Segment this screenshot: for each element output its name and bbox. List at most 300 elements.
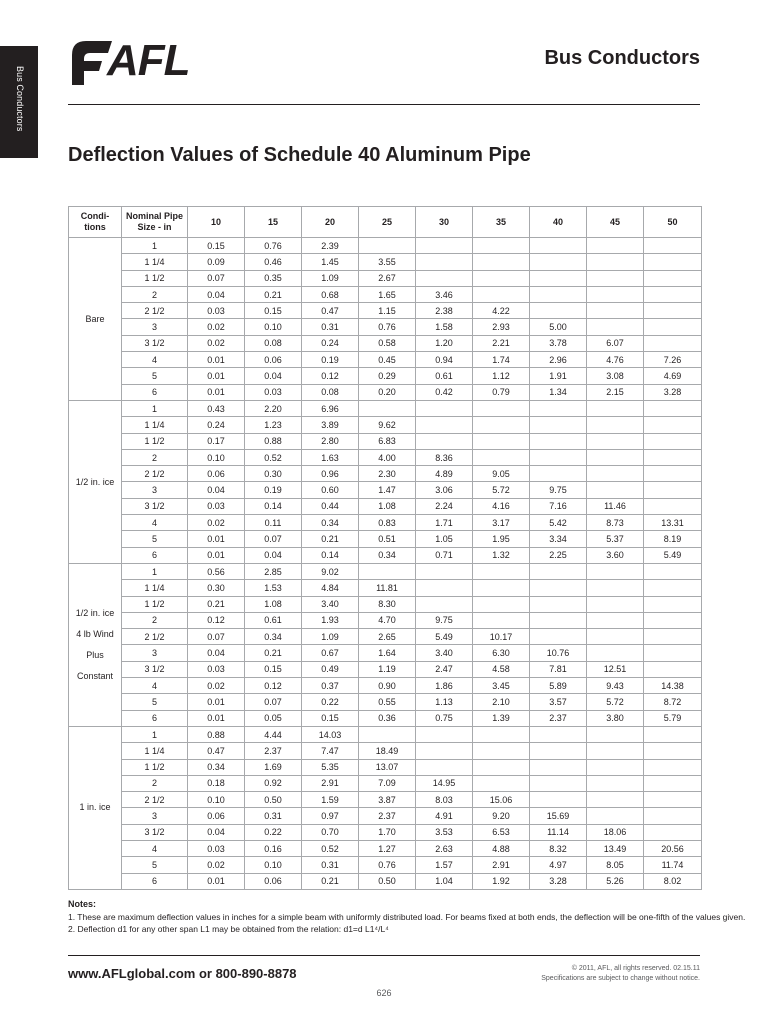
- table-row: [69, 710, 702, 726]
- deflection-cell: 0.10: [245, 319, 302, 335]
- deflection-cell: 0.03: [188, 661, 245, 677]
- deflection-cell: [644, 433, 702, 449]
- deflection-cell: [416, 400, 473, 416]
- deflection-cell: [473, 270, 530, 286]
- deflection-cell: 1.86: [416, 678, 473, 694]
- deflection-cell: 2.96: [530, 352, 587, 368]
- table-row: [69, 808, 702, 824]
- deflection-cell: [530, 466, 587, 482]
- deflection-cell: 0.12: [302, 368, 359, 384]
- notes-section: [68, 898, 745, 936]
- deflection-cell: 2.65: [359, 629, 416, 645]
- pipe-size-cell: 4: [122, 678, 188, 694]
- deflection-cell: [644, 563, 702, 579]
- deflection-cell: 5.26: [587, 873, 644, 889]
- deflection-cell: 14.38: [644, 678, 702, 694]
- deflection-cell: [530, 270, 587, 286]
- table-row: [69, 352, 702, 368]
- deflection-cell: 1.39: [473, 710, 530, 726]
- deflection-cell: 4.84: [302, 580, 359, 596]
- pipe-size-cell: 6: [122, 547, 188, 563]
- deflection-cell: 4.44: [245, 726, 302, 742]
- table-row: [69, 400, 702, 416]
- deflection-cell: [473, 759, 530, 775]
- deflection-cell: [587, 792, 644, 808]
- deflection-cell: [644, 629, 702, 645]
- deflection-cell: [416, 417, 473, 433]
- deflection-cell: [644, 482, 702, 498]
- deflection-cell: 0.10: [245, 857, 302, 873]
- deflection-cell: 0.45: [359, 352, 416, 368]
- deflection-cell: 4.88: [473, 840, 530, 856]
- deflection-cell: [587, 759, 644, 775]
- deflection-cell: 1.95: [473, 531, 530, 547]
- table-row: [69, 629, 702, 645]
- deflection-cell: 13.07: [359, 759, 416, 775]
- deflection-cell: 3.28: [644, 384, 702, 400]
- deflection-cell: 13.49: [587, 840, 644, 856]
- deflection-cell: [644, 808, 702, 824]
- deflection-cell: 0.42: [416, 384, 473, 400]
- pipe-size-cell: 4: [122, 352, 188, 368]
- condition-label: Plus: [86, 649, 104, 660]
- deflection-cell: 0.02: [188, 335, 245, 351]
- deflection-cell: 3.28: [530, 873, 587, 889]
- span-header: 50: [644, 207, 702, 238]
- condition-cell: [69, 563, 122, 726]
- deflection-cell: 0.02: [188, 319, 245, 335]
- table-row: [69, 873, 702, 889]
- deflection-cell: [473, 580, 530, 596]
- deflection-cell: 0.03: [188, 840, 245, 856]
- deflection-cell: [416, 743, 473, 759]
- deflection-cell: 1.63: [302, 449, 359, 465]
- pipe-size-cell: 5: [122, 531, 188, 547]
- copyright-text: © 2011, AFL, all rights reserved. 02.15.11: [571, 965, 700, 972]
- pipe-size-cell: 3: [122, 645, 188, 661]
- deflection-cell: [644, 775, 702, 791]
- deflection-cell: [530, 238, 587, 254]
- deflection-cell: 1.69: [245, 759, 302, 775]
- table-row: [69, 319, 702, 335]
- deflection-cell: [530, 417, 587, 433]
- deflection-cell: 0.11: [245, 515, 302, 531]
- condition-label: Constant: [76, 670, 114, 681]
- deflection-cell: 14.03: [302, 726, 359, 742]
- deflection-cell: 8.05: [587, 857, 644, 873]
- deflection-cell: 4.91: [416, 808, 473, 824]
- deflection-cell: [416, 759, 473, 775]
- deflection-cell: [530, 596, 587, 612]
- deflection-cell: 0.79: [473, 384, 530, 400]
- span-header: 15: [245, 207, 302, 238]
- deflection-cell: 0.51: [359, 531, 416, 547]
- deflection-cell: 2.24: [416, 498, 473, 514]
- condition-label: Bare: [85, 313, 105, 324]
- deflection-cell: 2.47: [416, 661, 473, 677]
- table-row: [69, 498, 702, 514]
- deflection-cell: [359, 726, 416, 742]
- deflection-cell: 1.09: [302, 270, 359, 286]
- table-row: [69, 645, 702, 661]
- deflection-cell: 0.29: [359, 368, 416, 384]
- table-row: [69, 303, 702, 319]
- table-row: [69, 840, 702, 856]
- deflection-cell: 11.14: [530, 824, 587, 840]
- deflection-cell: 1.20: [416, 335, 473, 351]
- deflection-cell: 1.34: [530, 384, 587, 400]
- table-row: [69, 335, 702, 351]
- deflection-cell: 0.03: [188, 498, 245, 514]
- table-row: [69, 596, 702, 612]
- span-header: 25: [359, 207, 416, 238]
- deflection-cell: [644, 270, 702, 286]
- page-number: 626: [376, 988, 392, 998]
- deflection-cell: [473, 596, 530, 612]
- deflection-cell: 3.06: [416, 482, 473, 498]
- deflection-cell: 8.30: [359, 596, 416, 612]
- table-row: [69, 563, 702, 579]
- deflection-cell: [644, 303, 702, 319]
- deflection-cell: 8.72: [644, 694, 702, 710]
- deflection-cell: 0.07: [188, 270, 245, 286]
- deflection-cell: 0.18: [188, 775, 245, 791]
- deflection-cell: 2.25: [530, 547, 587, 563]
- deflection-cell: 0.58: [359, 335, 416, 351]
- deflection-cell: 0.04: [188, 645, 245, 661]
- deflection-cell: 0.06: [245, 873, 302, 889]
- deflection-cell: 2.67: [359, 270, 416, 286]
- deflection-cell: 1.47: [359, 482, 416, 498]
- deflection-cell: [587, 645, 644, 661]
- span-header: 10: [188, 207, 245, 238]
- deflection-cell: 10.17: [473, 629, 530, 645]
- deflection-cell: 0.34: [359, 547, 416, 563]
- deflection-cell: 2.38: [416, 303, 473, 319]
- deflection-cell: [587, 400, 644, 416]
- deflection-cell: 0.07: [188, 629, 245, 645]
- pipe-size-cell: 3 1/2: [122, 498, 188, 514]
- deflection-cell: 0.04: [245, 547, 302, 563]
- deflection-cell: 1.13: [416, 694, 473, 710]
- deflection-cell: 0.31: [302, 857, 359, 873]
- deflection-cell: [530, 303, 587, 319]
- table-row: [69, 759, 702, 775]
- table-row: [69, 694, 702, 710]
- deflection-cell: 13.31: [644, 515, 702, 531]
- deflection-cell: 0.03: [245, 384, 302, 400]
- deflection-cell: [587, 808, 644, 824]
- deflection-cell: 7.81: [530, 661, 587, 677]
- deflection-cell: 1.53: [245, 580, 302, 596]
- deflection-cell: 3.40: [416, 645, 473, 661]
- deflection-cell: 0.19: [302, 352, 359, 368]
- pipe-size-header: Nominal Pipe Size - in: [122, 207, 188, 238]
- deflection-cell: [587, 286, 644, 302]
- deflection-cell: 3.17: [473, 515, 530, 531]
- deflection-cell: 15.06: [473, 792, 530, 808]
- deflection-cell: [644, 661, 702, 677]
- deflection-cell: [587, 612, 644, 628]
- deflection-cell: 9.75: [416, 612, 473, 628]
- deflection-cell: 0.31: [302, 319, 359, 335]
- table-row: [69, 433, 702, 449]
- deflection-cell: 0.21: [302, 873, 359, 889]
- deflection-cell: 4.97: [530, 857, 587, 873]
- deflection-cell: [587, 449, 644, 465]
- deflection-cell: 0.52: [302, 840, 359, 856]
- deflection-cell: 0.02: [188, 515, 245, 531]
- deflection-cell: 2.30: [359, 466, 416, 482]
- deflection-cell: 0.02: [188, 857, 245, 873]
- deflection-cell: 5.42: [530, 515, 587, 531]
- deflection-cell: 5.72: [473, 482, 530, 498]
- deflection-cell: 0.60: [302, 482, 359, 498]
- deflection-cell: 6.07: [587, 335, 644, 351]
- table-row: [69, 824, 702, 840]
- deflection-cell: [473, 743, 530, 759]
- deflection-cell: 9.43: [587, 678, 644, 694]
- deflection-cell: [416, 254, 473, 270]
- deflection-cell: 0.10: [188, 449, 245, 465]
- deflection-cell: 18.49: [359, 743, 416, 759]
- deflection-cell: 7.26: [644, 352, 702, 368]
- deflection-cell: 0.30: [245, 466, 302, 482]
- deflection-cell: [644, 417, 702, 433]
- deflection-cell: 1.08: [245, 596, 302, 612]
- deflection-cell: 6.30: [473, 645, 530, 661]
- deflection-cell: 1.91: [530, 368, 587, 384]
- deflection-cell: 1.65: [359, 286, 416, 302]
- deflection-cell: 0.04: [245, 368, 302, 384]
- deflection-cell: 3.80: [587, 710, 644, 726]
- table-row: [69, 743, 702, 759]
- deflection-cell: [530, 792, 587, 808]
- deflection-cell: 0.24: [188, 417, 245, 433]
- deflection-cell: 0.37: [302, 678, 359, 694]
- table-row: [69, 857, 702, 873]
- table-row: [69, 270, 702, 286]
- deflection-cell: 0.61: [245, 612, 302, 628]
- deflection-cell: 0.75: [416, 710, 473, 726]
- deflection-cell: 5.89: [530, 678, 587, 694]
- deflection-cell: 5.49: [416, 629, 473, 645]
- deflection-cell: [644, 254, 702, 270]
- table-row: [69, 515, 702, 531]
- deflection-cell: 3.55: [359, 254, 416, 270]
- pipe-size-cell: 6: [122, 384, 188, 400]
- pipe-size-cell: 6: [122, 710, 188, 726]
- deflection-cell: 1.64: [359, 645, 416, 661]
- deflection-cell: 2.80: [302, 433, 359, 449]
- deflection-cell: 0.21: [245, 286, 302, 302]
- deflection-cell: [473, 238, 530, 254]
- span-header: 20: [302, 207, 359, 238]
- deflection-cell: [644, 759, 702, 775]
- deflection-cell: 2.15: [587, 384, 644, 400]
- pipe-size-cell: 1: [122, 400, 188, 416]
- deflection-cell: [587, 482, 644, 498]
- pipe-size-cell: 2: [122, 449, 188, 465]
- condition-label: 1/2 in. ice: [75, 608, 115, 619]
- deflection-cell: 0.08: [245, 335, 302, 351]
- table-header-row: [69, 207, 702, 238]
- deflection-cell: [644, 498, 702, 514]
- deflection-cell: 0.50: [245, 792, 302, 808]
- condition-label: 4 lb Wind: [76, 629, 114, 640]
- pipe-size-cell: 2 1/2: [122, 629, 188, 645]
- deflection-cell: 0.06: [188, 466, 245, 482]
- deflection-cell: 0.15: [302, 710, 359, 726]
- deflection-cell: 0.16: [245, 840, 302, 856]
- deflection-cell: [644, 743, 702, 759]
- deflection-cell: 0.03: [188, 303, 245, 319]
- deflection-cell: [530, 743, 587, 759]
- deflection-cell: 1.57: [416, 857, 473, 873]
- deflection-cell: 0.34: [188, 759, 245, 775]
- deflection-cell: 0.83: [359, 515, 416, 531]
- deflection-cell: 0.01: [188, 368, 245, 384]
- pipe-size-cell: 3: [122, 482, 188, 498]
- deflection-cell: [644, 400, 702, 416]
- deflection-cell: 1.71: [416, 515, 473, 531]
- deflection-cell: 0.04: [188, 482, 245, 498]
- deflection-cell: 2.39: [302, 238, 359, 254]
- deflection-cell: 8.19: [644, 531, 702, 547]
- table-row: [69, 482, 702, 498]
- pipe-size-cell: 1 1/2: [122, 270, 188, 286]
- deflection-cell: [587, 433, 644, 449]
- deflection-cell: 5.79: [644, 710, 702, 726]
- deflection-cell: 4.89: [416, 466, 473, 482]
- pipe-size-cell: 2 1/2: [122, 466, 188, 482]
- deflection-cell: [587, 563, 644, 579]
- deflection-cell: 0.35: [245, 270, 302, 286]
- deflection-cell: 3.78: [530, 335, 587, 351]
- pipe-size-cell: 3: [122, 808, 188, 824]
- deflection-cell: 2.63: [416, 840, 473, 856]
- deflection-cell: 9.62: [359, 417, 416, 433]
- deflection-cell: [644, 238, 702, 254]
- table-row: [69, 531, 702, 547]
- condition-cell: [69, 400, 122, 563]
- pipe-size-cell: 6: [122, 873, 188, 889]
- deflection-cell: 1.70: [359, 824, 416, 840]
- deflection-cell: [473, 400, 530, 416]
- deflection-cell: 3.53: [416, 824, 473, 840]
- deflection-cell: 1.32: [473, 547, 530, 563]
- pipe-size-cell: 1 1/4: [122, 254, 188, 270]
- deflection-cell: 1.93: [302, 612, 359, 628]
- deflection-cell: 8.32: [530, 840, 587, 856]
- span-header: 30: [416, 207, 473, 238]
- deflection-cell: 6.83: [359, 433, 416, 449]
- footer-divider: [68, 955, 700, 956]
- deflection-cell: 0.88: [188, 726, 245, 742]
- deflection-cell: [644, 792, 702, 808]
- deflection-table: [68, 206, 702, 890]
- deflection-cell: 0.15: [188, 238, 245, 254]
- deflection-cell: 0.04: [188, 824, 245, 840]
- deflection-cell: 3.57: [530, 694, 587, 710]
- deflection-cell: 5.72: [587, 694, 644, 710]
- deflection-cell: 7.09: [359, 775, 416, 791]
- deflection-cell: [473, 612, 530, 628]
- deflection-cell: 0.61: [416, 368, 473, 384]
- deflection-cell: 0.01: [188, 384, 245, 400]
- deflection-cell: 15.69: [530, 808, 587, 824]
- table-row: [69, 384, 702, 400]
- deflection-cell: [587, 417, 644, 433]
- deflection-cell: 8.36: [416, 449, 473, 465]
- pipe-size-cell: 3 1/2: [122, 335, 188, 351]
- deflection-cell: 0.21: [245, 645, 302, 661]
- header-title: Bus Conductors: [544, 47, 700, 69]
- deflection-cell: 5.35: [302, 759, 359, 775]
- deflection-cell: 1.05: [416, 531, 473, 547]
- deflection-cell: 3.40: [302, 596, 359, 612]
- table-row: [69, 254, 702, 270]
- deflection-cell: 0.88: [245, 433, 302, 449]
- footer-contact: www.AFLglobal.com or 800-890-8878: [68, 966, 297, 981]
- table-row: [69, 792, 702, 808]
- pipe-size-cell: 5: [122, 368, 188, 384]
- pipe-size-cell: 1: [122, 238, 188, 254]
- deflection-cell: [587, 775, 644, 791]
- deflection-cell: [644, 645, 702, 661]
- deflection-cell: 0.12: [188, 612, 245, 628]
- deflection-cell: [530, 629, 587, 645]
- pipe-size-cell: 2: [122, 775, 188, 791]
- deflection-cell: 3.89: [302, 417, 359, 433]
- note-item: 2. Deflection d1 for any other span L1 may be obtained from the relation: d1=d L1⁴/L⁴: [68, 924, 389, 934]
- deflection-cell: 0.01: [188, 531, 245, 547]
- condition-cell: [69, 726, 122, 889]
- deflection-cell: 0.30: [188, 580, 245, 596]
- deflection-cell: 14.95: [416, 775, 473, 791]
- deflection-cell: [587, 466, 644, 482]
- deflection-cell: 4.69: [644, 368, 702, 384]
- deflection-cell: 0.19: [245, 482, 302, 498]
- pipe-size-cell: 1 1/4: [122, 580, 188, 596]
- deflection-cell: [530, 449, 587, 465]
- deflection-cell: [587, 238, 644, 254]
- table-row: [69, 417, 702, 433]
- deflection-cell: [644, 286, 702, 302]
- deflection-cell: 0.01: [188, 694, 245, 710]
- deflection-cell: 1.12: [473, 368, 530, 384]
- deflection-cell: 0.44: [302, 498, 359, 514]
- deflection-cell: 0.68: [302, 286, 359, 302]
- deflection-cell: 1.45: [302, 254, 359, 270]
- pipe-size-cell: 3 1/2: [122, 661, 188, 677]
- condition-label: 1 in. ice: [79, 802, 111, 813]
- deflection-cell: 3.87: [359, 792, 416, 808]
- deflection-cell: [473, 563, 530, 579]
- deflection-cell: 0.76: [359, 857, 416, 873]
- deflection-cell: [644, 726, 702, 742]
- deflection-cell: 0.14: [302, 547, 359, 563]
- table-row: [69, 238, 702, 254]
- deflection-cell: [473, 726, 530, 742]
- deflection-cell: 0.01: [188, 710, 245, 726]
- deflection-cell: 20.56: [644, 840, 702, 856]
- deflection-cell: 9.02: [302, 563, 359, 579]
- deflection-cell: 0.12: [245, 678, 302, 694]
- deflection-cell: [644, 335, 702, 351]
- deflection-cell: 4.58: [473, 661, 530, 677]
- deflection-cell: [587, 596, 644, 612]
